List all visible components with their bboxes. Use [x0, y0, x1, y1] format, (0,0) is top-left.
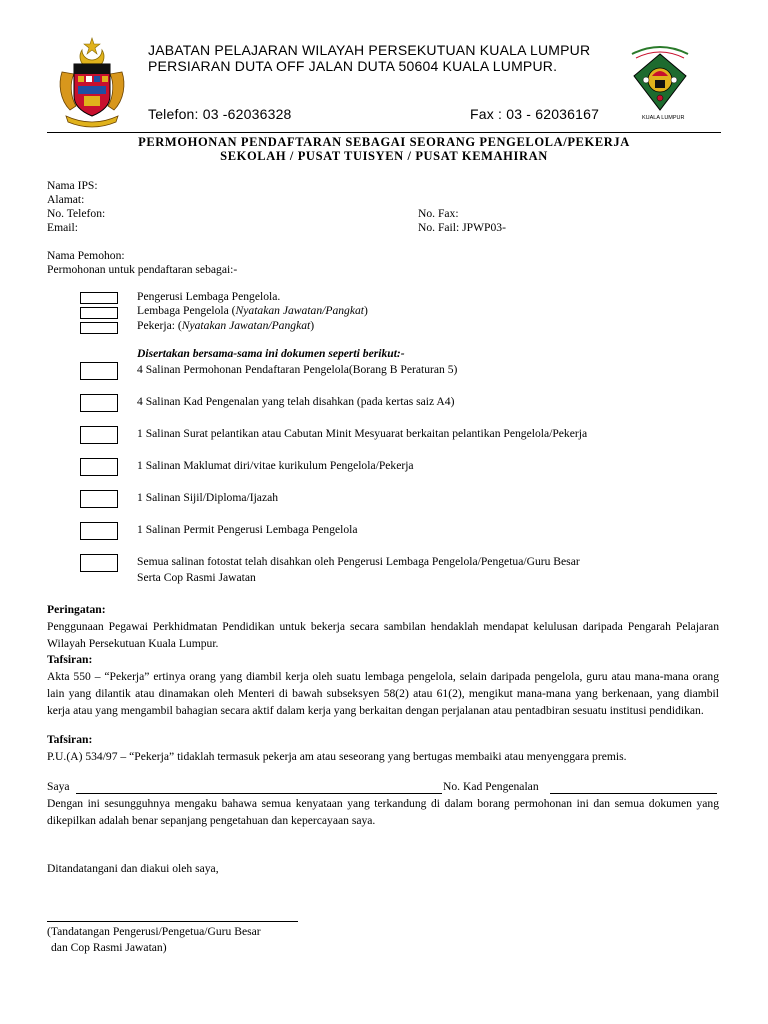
document-item: 4 Salinan Permohonan Pendaftaran Pengelola(Borang B Peraturan 5): [137, 363, 458, 376]
checkbox-pekerja[interactable]: [80, 322, 118, 334]
form-title-line1: PERMOHONAN PENDAFTARAN SEBAGAI SEORANG PENGELOLA/PEKERJA: [138, 135, 630, 149]
jata-negara-emblem: [56, 36, 128, 128]
peringatan-text: Penggunaan Pegawai Perkhidmatan Pendidikan untuk bekerja secara sambilan hendaklah mendapat kelulusan daripada Pengarah Pelajaran Wilayah Persekutuan Kuala Lumpur.: [47, 620, 719, 651]
document-item-continuation: Serta Cop Rasmi Jawatan: [137, 571, 256, 584]
label-alamat: Alamat:: [47, 193, 85, 206]
saya-name-line[interactable]: [76, 793, 442, 794]
ditandatangani-label: Ditandatangani dan diakui oleh saya,: [47, 862, 219, 875]
checkbox-doc-1[interactable]: [80, 362, 118, 380]
jpwp-kl-logo: [622, 42, 698, 122]
role-pengerusi-label: Pengerusi Lembaga Pengelola.: [137, 290, 281, 303]
label-email: Email:: [47, 221, 78, 234]
right-logo-caption: KUALA LUMPUR: [642, 115, 685, 121]
header-agency-name: JABATAN PELAJARAN WILAYAH PERSEKUTUAN KUALA LUMPUR: [148, 42, 591, 58]
checkbox-doc-6[interactable]: [80, 522, 118, 540]
document-item: 1 Salinan Maklumat diri/vitae kurikulum Pengelola/Pekerja: [137, 459, 414, 472]
document-item: 1 Salinan Surat pelantikan atau Cabutan Minit Mesyuarat berkaitan pelantikan Pengelola/Pekerja: [137, 427, 588, 440]
signature-line[interactable]: [47, 921, 298, 922]
label-saya: Saya: [47, 780, 70, 793]
header-fax: Fax : 03 - 62036167: [470, 106, 600, 122]
header-telefon: Telefon: 03 -62036328: [148, 106, 292, 122]
document-item: 4 Salinan Kad Pengenalan yang telah disahkan (pada kertas saiz A4): [137, 395, 455, 408]
kad-pengenalan-line[interactable]: [550, 793, 717, 794]
label-nama-pemohon: Nama Pemohon:: [47, 249, 125, 262]
header-divider: [47, 132, 721, 133]
checkbox-pengerusi[interactable]: [80, 292, 118, 304]
document-item: 1 Salinan Sijil/Diploma/Ijazah: [137, 491, 279, 504]
peringatan-heading: Peringatan:: [47, 603, 106, 616]
label-kad-pengenalan: No. Kad Pengenalan: [443, 780, 539, 793]
label-nama-ips: Nama IPS:: [47, 179, 98, 192]
label-no-telefon: No. Telefon:: [47, 207, 106, 220]
tafsiran-heading: Tafsiran:: [47, 733, 93, 746]
documents-heading: Disertakan bersama-sama ini dokumen seperti berikut:-: [137, 347, 405, 360]
checkbox-doc-4[interactable]: [80, 458, 118, 476]
label-permohonan: Permohonan untuk pendaftaran sebagai:-: [47, 263, 238, 276]
document-item: Semua salinan fotostat telah disahkan oleh Pengerusi Lembaga Pengelola/Pengetua/Guru Besar: [137, 555, 580, 568]
signature-caption-line1: (Tandatangan Pengerusi/Pengetua/Guru Besar: [47, 925, 261, 938]
role-pekerja-label: Pekerja: (Nyatakan Jawatan/Pangkat): [137, 319, 315, 332]
checkbox-doc-5[interactable]: [80, 490, 118, 508]
signature-caption-line2: dan Cop Rasmi Jawatan): [51, 941, 167, 954]
tafsiran-heading: Tafsiran:: [47, 653, 93, 666]
tafsiran-pu-text: P.U.(A) 534/97 – “Pekerja” tidaklah termasuk pekerja am atau seseorang yang bertugas membaiki atau menyenggara premis.: [47, 750, 627, 763]
tafsiran-akta-550-text: Akta 550 – “Pekerja” ertinya orang yang diambil kerja oleh suatu lembaga pengelola, selain daripada pengelola, guru atau mana-mana orang lain yang dilantik atau dinamakan oleh Menteri di bawah subseksyen 58(2) atau 61(2), mengikut mana-mana yang berkenaan, yang diambil kerja atau yang mengambil bahagian secara aktif dalam kerja yang berkaitan dengan perjalanan atau pentadbiran sesuatu institusi pendidikan.: [47, 670, 719, 718]
header-address: PERSIARAN DUTA OFF JALAN DUTA 50604 KUALA LUMPUR.: [148, 58, 558, 74]
document-item: 1 Salinan Permit Pengerusi Lembaga Pengelola: [137, 523, 358, 536]
declaration-text: Dengan ini sesungguhnya mengaku bahawa semua kenyataan yang terkandung di dalam borang permohonan ini dan semua dokumen yang dikepilkan adalah benar sepanjang pengetahuan dan kepercayaan saya.: [47, 797, 719, 828]
form-title-line2: SEKOLAH / PUSAT TUISYEN / PUSAT KEMAHIRAN: [220, 149, 548, 163]
checkbox-lembaga-pengelola[interactable]: [80, 307, 118, 319]
label-no-fail: No. Fail: JPWP03-: [418, 221, 506, 234]
role-lembaga-label: Lembaga Pengelola (Nyatakan Jawatan/Pangkat): [137, 304, 368, 317]
checkbox-doc-3[interactable]: [80, 426, 118, 444]
checkbox-doc-2[interactable]: [80, 394, 118, 412]
label-no-fax: No. Fax:: [418, 207, 459, 220]
checkbox-doc-7[interactable]: [80, 554, 118, 572]
